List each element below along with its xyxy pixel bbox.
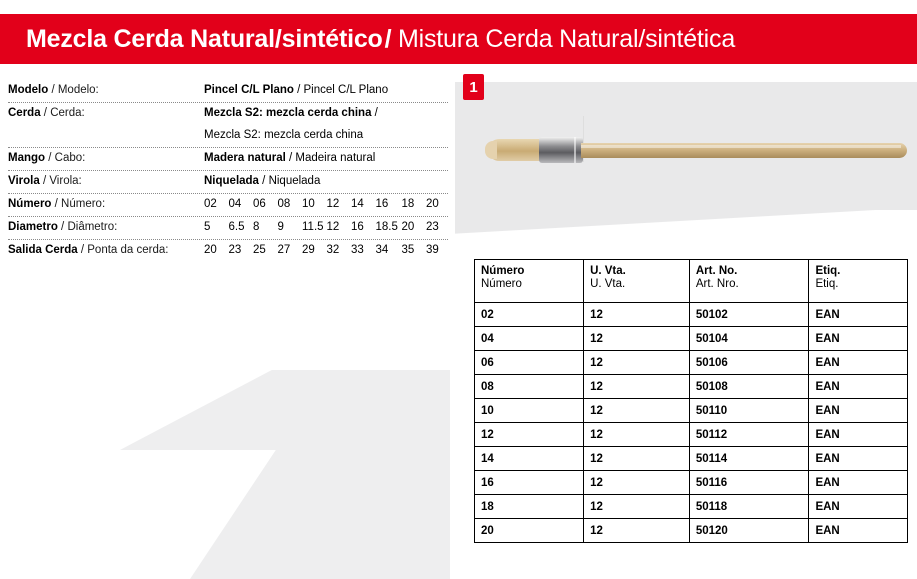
spec-label-cerda-secondary: Cerda: [50, 107, 85, 119]
spec-label-modelo-secondary: Modelo: [57, 84, 99, 96]
cell-numero: 10 [475, 399, 584, 423]
spec-label-virola-primary: Virola [8, 175, 40, 187]
cell-art-no: 50112 [689, 423, 809, 447]
spec-label-mango-primary: Mango [8, 152, 46, 164]
brush-ferrule [539, 137, 583, 163]
table-header-numero-primary: Número [481, 265, 525, 277]
spec-label-mango-sep: / [45, 152, 55, 164]
cell-etiqueta: EAN [809, 495, 908, 519]
table-row [475, 423, 908, 447]
spec-row-diametro [8, 217, 448, 240]
spec-row-cerda-second-line [8, 125, 448, 148]
paintbrush-illustration [489, 132, 909, 172]
cell-numero: 02 [475, 303, 584, 327]
spec-label-salida-cerda-primary: Salida Cerda [8, 244, 78, 256]
salida-cerda-cell: 20 [204, 244, 217, 256]
spec-value-cerda-primary: Mezcla S2: mezcla cerda china [204, 107, 372, 119]
cell-numero: 14 [475, 447, 584, 471]
diametro-cell: 18.5 [375, 221, 398, 233]
cell-etiqueta: EAN [809, 519, 908, 543]
diametro-cell: 16 [351, 221, 364, 233]
spec-value-numero [204, 197, 451, 211]
cell-unidad-venta: 12 [584, 519, 690, 543]
spec-value-cerda-secondary [204, 128, 448, 142]
salida-cerda-cell: 32 [326, 244, 340, 256]
spec-value-modelo-secondary: Pincel C/L Plano [303, 84, 389, 96]
numero-cell: 16 [375, 198, 389, 210]
diametro-cell: 9 [277, 221, 284, 233]
table-header-etiqueta-primary: Etiq. [815, 265, 841, 277]
spec-label-numero-primary: Número [8, 198, 52, 210]
table-header-numero-secondary: Número [481, 278, 522, 290]
cell-unidad-venta: 12 [584, 447, 690, 471]
spec-label-numero-sep: / [51, 198, 62, 210]
cell-art-no: 50114 [689, 447, 809, 471]
cell-etiqueta: EAN [809, 303, 908, 327]
table-row [475, 519, 908, 543]
table-header-row [475, 260, 908, 303]
cell-unidad-venta: 12 [584, 471, 690, 495]
salida-cerda-cell: 33 [351, 244, 364, 256]
spec-row-cerda [8, 103, 448, 125]
spec-label-diametro [8, 220, 204, 234]
spec-value-modelo-primary: Pincel C/L Plano [204, 84, 294, 96]
table-row [475, 303, 908, 327]
page-title [0, 25, 735, 54]
spec-label-mango-secondary: Cabo: [54, 152, 86, 164]
spec-label-virola-sep: / [39, 175, 50, 187]
cell-numero: 18 [475, 495, 584, 519]
salida-cerda-cell: 34 [375, 244, 389, 256]
spec-value-cerda-secondary-text: Mezcla S2: mezcla cerda china [204, 129, 364, 141]
cell-numero: 04 [475, 327, 584, 351]
spec-value-diametro [204, 220, 451, 234]
numero-cell: 04 [228, 198, 242, 210]
spec-label-cerda-primary: Cerda [8, 107, 41, 119]
cell-unidad-venta: 12 [584, 327, 690, 351]
table-header-unidad-venta-primary: U. Vta. [590, 265, 626, 277]
spec-row-virola [8, 171, 448, 194]
spec-label-virola-secondary: Virola: [49, 175, 82, 187]
spec-value-modelo [204, 83, 448, 97]
spec-label-salida-cerda [8, 243, 204, 257]
spec-row-numero [8, 194, 448, 217]
spec-label-modelo-sep: / [48, 84, 58, 96]
table-row [475, 471, 908, 495]
table-header-art-no-secondary: Art. Nro. [695, 278, 739, 290]
numero-cell: 06 [253, 198, 266, 210]
article-table-head [475, 260, 908, 303]
spec-label-modelo [8, 83, 204, 97]
numero-cell: 08 [277, 198, 291, 210]
spec-row-salida-cerda [8, 240, 448, 262]
spec-value-virola-secondary: Niquelada [268, 175, 321, 187]
spec-value-mango-secondary: Madeira natural [295, 152, 376, 164]
table-row [475, 351, 908, 375]
salida-cerda-cell: 23 [228, 244, 242, 256]
brush-bristles [489, 139, 543, 161]
spec-value-virola [204, 174, 448, 188]
spec-value-mango-primary: Madera natural [204, 152, 286, 164]
table-row [475, 375, 908, 399]
variant-number-badge: 1 [463, 74, 484, 100]
diametro-cell: 11.5 [302, 221, 324, 233]
cell-etiqueta: EAN [809, 375, 908, 399]
numero-cell: 20 [426, 198, 439, 210]
spec-value-mango-sep: / [285, 152, 296, 164]
diametro-cell: 5 [204, 221, 211, 233]
cell-numero: 08 [475, 375, 584, 399]
page-title-separator: / [384, 24, 392, 53]
decorative-shape-upper [120, 370, 450, 450]
cell-unidad-venta: 12 [584, 375, 690, 399]
spec-label-diametro-sep: / [57, 221, 68, 233]
table-row [475, 327, 908, 351]
page-title-primary: Mezcla Cerda Natural/sintético [26, 24, 383, 53]
cell-art-no: 50106 [689, 351, 809, 375]
spec-label-numero [8, 197, 204, 211]
cell-art-no: 50102 [689, 303, 809, 327]
cell-numero: 16 [475, 471, 584, 495]
numero-cell: 10 [302, 198, 315, 210]
page-title-secondary: Mistura Cerda Natural/sintética [398, 24, 736, 53]
cell-numero: 12 [475, 423, 584, 447]
cell-art-no: 50110 [689, 399, 809, 423]
spec-value-mango [204, 151, 448, 165]
spec-label-virola [8, 174, 204, 188]
page-header [0, 14, 917, 64]
table-row [475, 495, 908, 519]
spec-label-cerda-empty [8, 128, 204, 142]
cell-numero: 20 [475, 519, 584, 543]
spec-label-mango [8, 151, 204, 165]
numero-cell: 02 [204, 198, 217, 210]
table-header-unidad-venta [584, 260, 690, 303]
table-header-etiqueta [809, 260, 908, 303]
cell-art-no: 50104 [689, 327, 809, 351]
cell-art-no: 50116 [689, 471, 809, 495]
table-header-numero [475, 260, 584, 303]
salida-cerda-cell: 29 [302, 244, 315, 256]
cell-etiqueta: EAN [809, 423, 908, 447]
decorative-shape-lower [190, 450, 450, 579]
numero-cell: 12 [326, 198, 340, 210]
table-header-art-no [689, 260, 809, 303]
cell-etiqueta: EAN [809, 471, 908, 495]
cell-etiqueta: EAN [809, 327, 908, 351]
spec-label-salida-cerda-secondary: Ponta da cerda: [87, 244, 169, 256]
spec-value-virola-primary: Niquelada [204, 175, 259, 187]
cell-etiqueta: EAN [809, 351, 908, 375]
spec-label-cerda [8, 106, 204, 120]
spec-label-modelo-primary: Modelo [8, 84, 49, 96]
article-table-body [475, 303, 908, 543]
table-header-art-no-primary: Art. No. [695, 265, 738, 277]
brush-handle [581, 143, 907, 158]
cell-art-no: 50120 [689, 519, 809, 543]
diametro-cell: 20 [401, 221, 415, 233]
cell-unidad-venta: 12 [584, 423, 690, 447]
diametro-cell: 8 [253, 221, 260, 233]
spec-label-diametro-secondary: Diâmetro: [67, 221, 118, 233]
spec-value-salida-cerda [204, 243, 451, 257]
cell-etiqueta: EAN [809, 399, 908, 423]
numero-cell: 18 [401, 198, 415, 210]
cell-numero: 06 [475, 351, 584, 375]
cell-unidad-venta: 12 [584, 495, 690, 519]
spec-value-virola-sep: / [258, 175, 269, 187]
spec-value-cerda [204, 106, 448, 120]
product-image-area [455, 74, 917, 244]
salida-cerda-cell: 25 [253, 244, 266, 256]
cell-unidad-venta: 12 [584, 303, 690, 327]
table-row [475, 399, 908, 423]
spec-value-cerda-sep: / [371, 107, 378, 119]
table-row [475, 447, 908, 471]
table-header-etiqueta-secondary: Etiq. [815, 278, 839, 290]
spec-label-cerda-sep: / [40, 107, 51, 119]
spec-label-diametro-primary: Diametro [8, 221, 58, 233]
spec-row-modelo [8, 80, 448, 103]
cell-unidad-venta: 12 [584, 351, 690, 375]
spec-row-mango [8, 148, 448, 171]
diametro-cell: 12 [326, 221, 340, 233]
spec-label-numero-secondary: Número: [61, 198, 106, 210]
specifications-list [8, 80, 448, 262]
cell-art-no: 50108 [689, 375, 809, 399]
cell-unidad-venta: 12 [584, 399, 690, 423]
spec-label-salida-cerda-sep: / [77, 244, 88, 256]
salida-cerda-cell: 39 [426, 244, 439, 256]
salida-cerda-cell: 27 [277, 244, 291, 256]
numero-cell: 14 [351, 198, 364, 210]
table-header-unidad-venta-secondary: U. Vta. [590, 278, 626, 290]
article-table [474, 259, 908, 543]
salida-cerda-cell: 35 [401, 244, 415, 256]
diametro-cell: 6.5 [228, 221, 245, 233]
diametro-cell: 23 [426, 221, 439, 233]
cell-art-no: 50118 [689, 495, 809, 519]
spec-value-modelo-sep: / [293, 84, 304, 96]
cell-etiqueta: EAN [809, 447, 908, 471]
